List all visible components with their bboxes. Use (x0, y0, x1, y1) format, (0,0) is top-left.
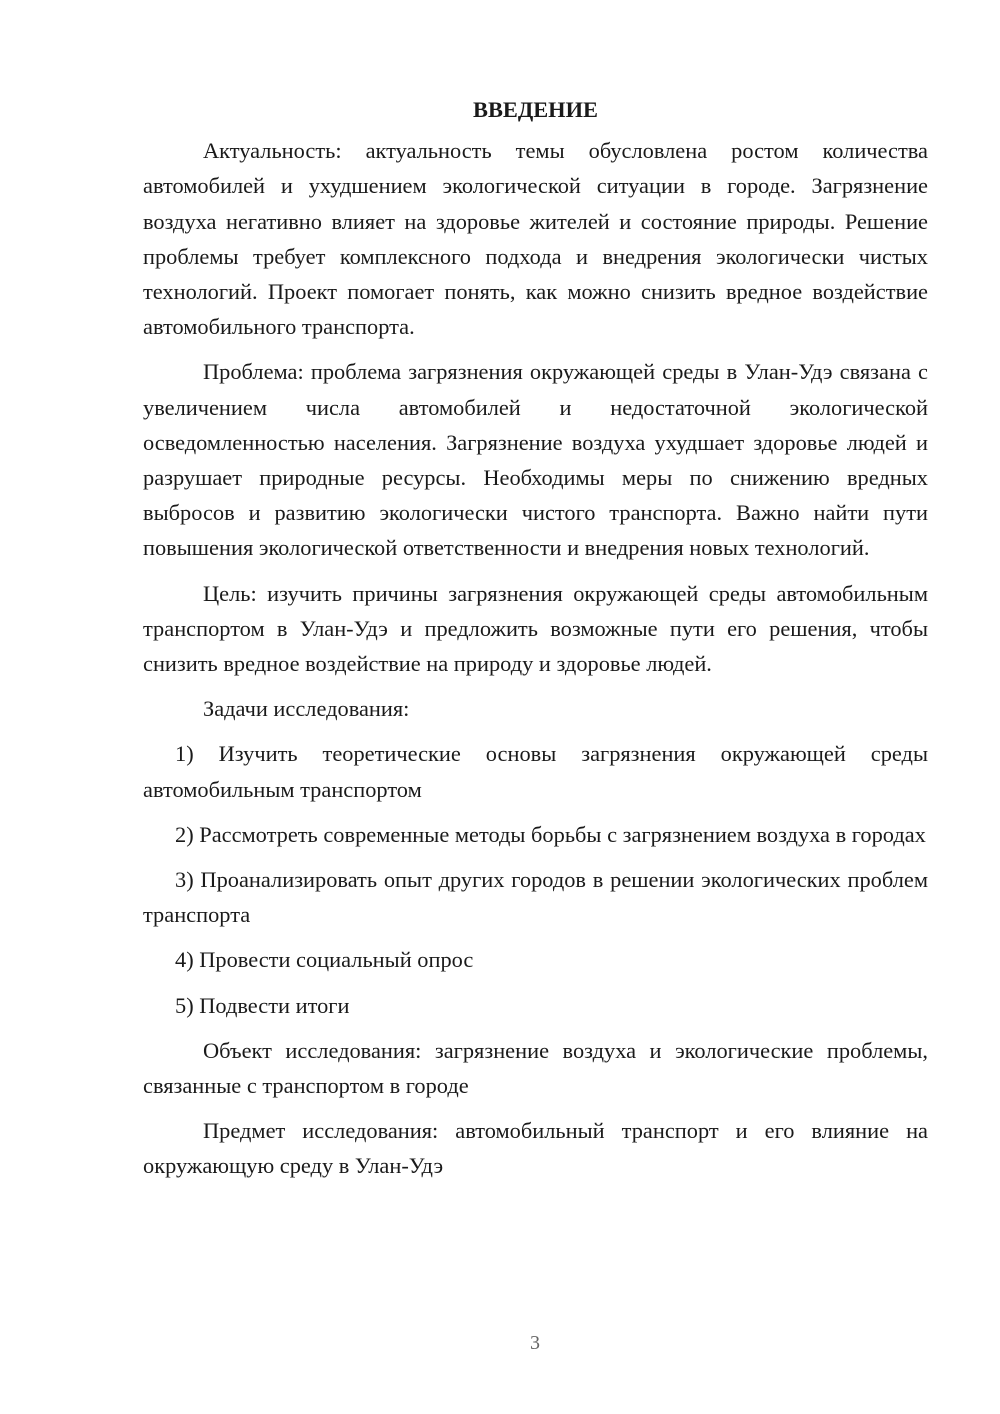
page-title: ВВЕДЕНИЕ (473, 97, 598, 122)
research-object-paragraph: Объект исследования: загрязнение воздуха и экологические проблемы, связанные с транспортом в городе (143, 1037, 928, 1099)
task-item-4: 4) Провести социальный опрос (175, 947, 474, 973)
relevance-paragraph: Актуальность: актуальность темы обусловлена ростом количества автомобилей и ухудшением экологической ситуации в городе. Загрязнение воздуха негативно влияет на здоровье жителей и состояние природы. Решение проблемы требует комплексного подхода и внедрения экологически чистых технологий. Проект помогает понять, как можно снизить вредное воздействие автомобильного транспорта. (143, 138, 928, 340)
task-item-2: 2) Рассмотреть современные методы борьбы с загрязнением воздуха в городах (175, 821, 926, 847)
task-item-1: 1) Изучить теоретические основы загрязнения окружающей среды автомобильным транспортом (143, 741, 928, 802)
page-number: 3 (530, 1332, 540, 1354)
problem-paragraph: Проблема: проблема загрязнения окружающей среды в Улан-Удэ связана с увеличением числа автомобилей и недостаточной экологической осведомленностью населения. Загрязнение воздуха ухудшает здоровье людей и разрушает природные ресурсы. Необходимы меры по снижению вредных выбросов и развитию экологически чистого транспорта. Важно найти пути повышения экологической ответственности и внедрения новых технологий. (143, 359, 928, 561)
task-item-5: 5) Подвести итоги (175, 992, 350, 1018)
task-item-3: 3) Проанализировать опыт других городов в решении экологических проблем транспорта (143, 867, 928, 928)
goal-paragraph: Цель: изучить причины загрязнения окружающей среды автомобильным транспортом в Улан-Удэ и предложить возможные пути его решения, чтобы снизить вредное воздействие на природу и здоровье людей. (143, 580, 928, 677)
tasks-heading: Задачи исследования: (203, 696, 410, 722)
document-body (143, 92, 928, 1194)
research-subject-paragraph: Предмет исследования: автомобильный транспорт и его влияние на окружающую среду в Улан-Удэ (143, 1118, 928, 1179)
